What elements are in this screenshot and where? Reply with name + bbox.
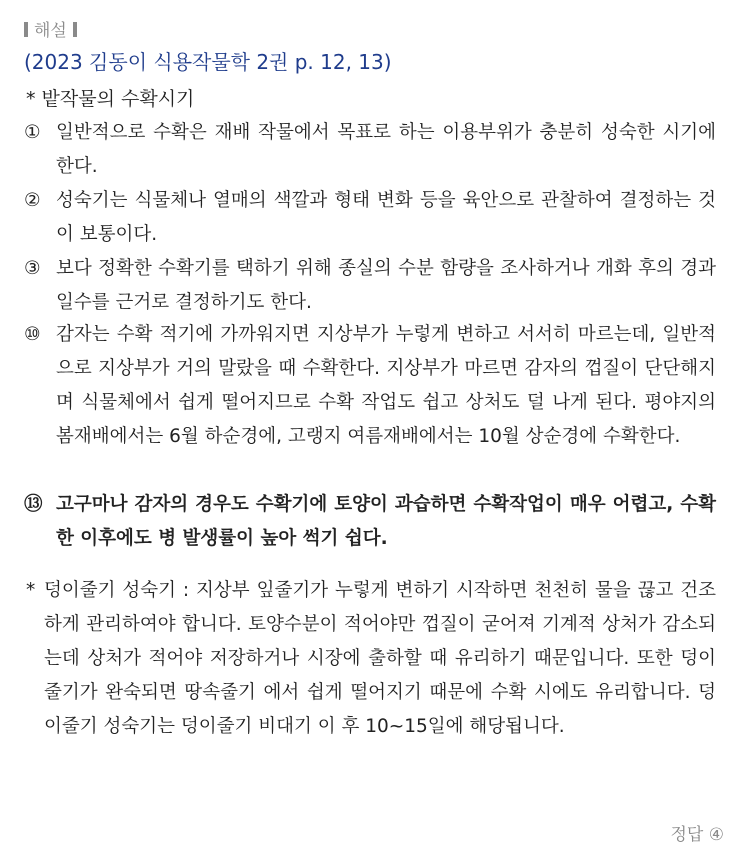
item-number: ① [24,122,41,143]
source-reference: (2023 김동이 식용작물학 2권 p. 12, 13) [24,50,392,74]
list-item-2 [24,184,716,252]
list-item-1 [24,116,716,184]
item-text: 고구마나 감자의 경우도 수확기에 토양이 과습하면 수확작업이 매우 어렵고, 수확한 이후에도 병 발생률이 높아 썩기 쉽다. [56,494,716,549]
header-bar-right [73,22,77,37]
list-item-3 [24,252,716,320]
tuber-maturity-note [24,574,716,744]
item-number: ② [24,190,41,211]
answer-label: 정답 ④ [670,825,724,845]
note-text: 덩이줄기 성숙기 : 지상부 잎줄기가 누렇게 변하기 시작하면 천천히 물을 끊고 건조하게 관리하여야 합니다. 토양수분이 적어야만 껍질이 굳어져 기계적 상처가 감소되는데 상처가 적어야 저장하거나 시장에 출하할 때 유리하기 때문입니다. 또한 덩이줄기가 완숙되면 땅속줄기 에서 쉽게 떨어지기 때문에 수확 시에도 유리합니다. 덩이줄기 성숙기는 덩이줄기 비대기 이 후 10~15일에 해당됩니다. [44,580,716,737]
item-text: 보다 정확한 수확기를 택하기 위해 종실의 수분 함량을 조사하거나 개화 후의 경과일수를 근거로 결정하기도 한다. [56,258,716,313]
list-item-13 [24,488,716,556]
explanation-header [24,16,77,41]
item-text: 성숙기는 식물체나 열매의 색깔과 형태 변화 등을 육안으로 관찰하여 결정하는 것이 보통이다. [56,190,716,245]
note-asterisk: * [26,580,36,601]
list-item-10 [24,318,716,454]
item-number: ③ [24,258,41,279]
explanation-label: 해설 [34,21,67,41]
header-bar-left [24,22,28,37]
item-number: ⑬ [24,494,43,515]
item-text: 일반적으로 수확은 재배 작물에서 목표로 하는 이용부위가 충분히 성숙한 시기에 한다. [56,122,716,177]
section-subtitle: * 밭작물의 수확시기 [26,88,195,110]
item-number: ⑩ [24,324,41,345]
item-text: 감자는 수확 적기에 가까워지면 지상부가 누렇게 변하고 서서히 마르는데, 일반적으로 지상부가 거의 말랐을 때 수확한다. 지상부가 마르면 감자의 껍질이 단단해지며 식물체에서 쉽게 떨어지므로 수확 작업도 쉽고 상처도 덜 나게 된다. 평야지의 봄재배에서는 6월 하순경에, 고랭지 여름재배에서는 10월 상순경에 수확한다. [56,324,716,447]
